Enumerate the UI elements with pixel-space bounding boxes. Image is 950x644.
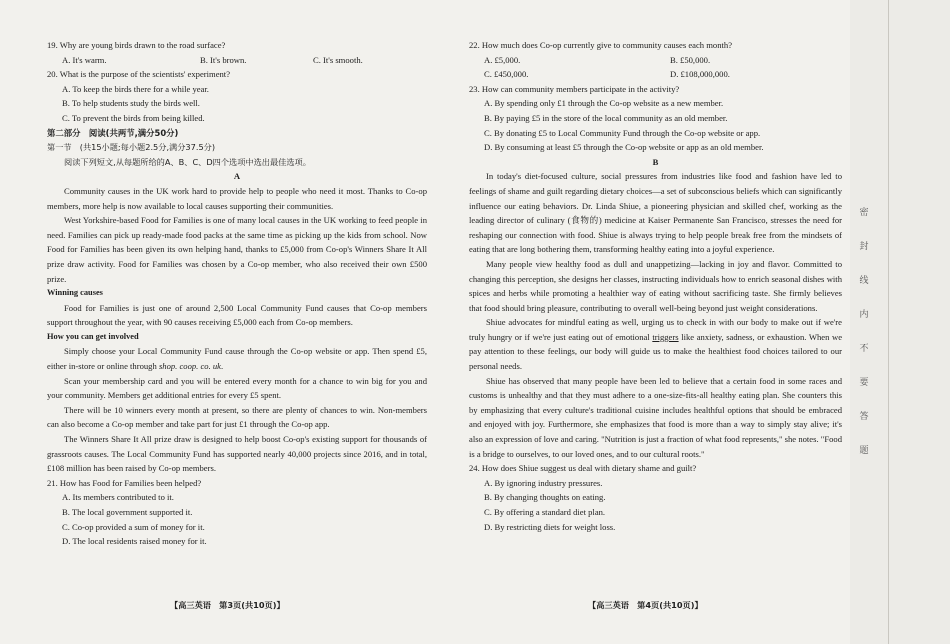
- option: D. £108,000,000.: [670, 69, 730, 80]
- option: D. By restricting diets for weight loss.: [484, 521, 616, 532]
- part-title: 第二部分 阅读(共两节,满分50分): [47, 127, 179, 138]
- instructions: 阅读下列短文,从每题所给的A、B、C、D四个选项中选出最佳选项。: [64, 156, 311, 167]
- q19-options: [47, 53, 427, 68]
- paragraph: Many people view healthy food as dull and unappetizing—lacking in joy and flavor. Committed to changing this perception, she designs her classes, instructing individuals how to enrich seasonal dishes with spices and herbs while promoting a healthier way of eating without sacrificing taste. She firmly believes that food should bring pleasure, contributing to overall well-being beyond just weight considerations.: [469, 258, 842, 313]
- paragraph: There will be 10 winners every month at present, so there are plenty of chances to win. Non-members can also become a Co-op member and take part for just £1 through the Co-op app.: [47, 404, 427, 430]
- passage-label: A: [233, 171, 241, 182]
- page-footer: 【高三英语 第3页(共10页)】: [170, 600, 285, 610]
- paragraph: In today's diet-focused culture, social pressures from industries like food and fashion have led to feelings of shame and guilt regarding dietary choices—a set of subconscious beliefs which can significantly influence our eating behaviors. Dr. Linda Shiue, a pioneering physician and skilled chef, working as the leading director of culinary (食物的) medicine at Kaiser Permanente San Francisco, stresses the need for reshaping our connection with food. Shiue is always trying to help people break free from the mindsets of eating that are long bothering them, transforming healthy eating into a joyful experience.: [469, 171, 842, 255]
- subheading: How you can get involved: [47, 331, 139, 341]
- right-page: [469, 38, 842, 534]
- text: like anxiety, sadness, or exhaustion. When we pay attention to these feelings, our body will guide us to make the healthiest food choices tailored to our personal needs.: [469, 331, 843, 372]
- paragraph: [469, 315, 842, 373]
- option: A. By ignoring industry pressures.: [484, 477, 603, 488]
- seal-char: 不: [859, 344, 869, 354]
- left-page: [47, 38, 427, 549]
- subheading: Winning causes: [47, 288, 103, 298]
- option: A. It's warm.: [62, 54, 107, 65]
- page-footer: 【高三英语 第4页(共10页)】: [588, 600, 703, 610]
- question-21: 21. How has Food for Families been helped?: [47, 477, 202, 488]
- option: B. By changing thoughts on eating.: [484, 492, 606, 503]
- paragraph: West Yorkshire-based Food for Families is one of many local causes in the UK working to feed people in need. Families can pick up ready-made food packs at the same time as picking up the kids from school. Now Food for Families has been given its own helping hand, thanks to £5,000 from Co-op's Winners Share It All prize draw activity. Food for Families was chosen by a Co-op member, who also received their own £500 prize.: [47, 215, 427, 284]
- option: A. To keep the birds there for a while year.: [62, 83, 209, 94]
- seal-char: 内: [859, 310, 869, 320]
- seal-char: 封: [859, 242, 869, 252]
- option: A. £5,000.: [484, 54, 521, 65]
- seal-char: 线: [859, 276, 869, 286]
- option: C. Co-op provided a sum of money for it.: [62, 521, 205, 532]
- binding-line: [888, 0, 889, 644]
- option: B. The local government supported it.: [62, 507, 193, 517]
- text: Simply choose your Local Community Fund cause through the Co-op website or app. Then spend £5, either in-store or online through: [47, 346, 427, 372]
- seal-line-notice: [856, 205, 872, 477]
- section-title: 第一节 (共15小题;每小题2.5分,满分37.5分): [47, 142, 216, 153]
- option: B. To help students study the birds well.: [62, 98, 200, 109]
- seal-char: 题: [859, 446, 869, 456]
- text: Shiue advocates for mindful eating as well, urging us to check in with our body to make out if we're truly hungry or if we're just eating out of emotional: [469, 317, 842, 342]
- paragraph: Scan your membership card and you will be entered every month for a chance to win big for you and your community. Members get additional entries for every £5 spent.: [47, 375, 427, 401]
- text: .: [221, 361, 224, 372]
- option: B. By paying £5 in the store of the local community as an old member.: [484, 112, 728, 123]
- question-19: 19. Why are young birds drawn to the road surface?: [47, 40, 226, 50]
- q22-options-row: [469, 67, 842, 82]
- paragraph: [47, 344, 427, 373]
- question-20: 20. What is the purpose of the scientists' experiment?: [47, 69, 231, 80]
- seal-char: 密: [859, 208, 869, 218]
- option: D. By consuming at least £5 through the Co-op website or app as an old member.: [484, 142, 764, 153]
- option: B. It's brown.: [200, 54, 247, 65]
- option: A. By spending only £1 through the Co-op website as a new member.: [484, 98, 724, 109]
- option: A. Its members contributed to it.: [62, 492, 174, 503]
- option: C. £450,000.: [484, 69, 529, 80]
- underlined-word: triggers: [652, 331, 679, 342]
- option: D. The local residents raised money for it.: [62, 536, 207, 547]
- paragraph: The Winners Share It All prize draw is designed to help boost Co-op's existing support for thousands of grassroots causes. The Local Community Fund has supported nearly 40,000 projects since 2016, and in total, £108 million has been raised by Co-op members.: [47, 434, 427, 474]
- option: C. By donating £5 to Local Community Fund through the Co-op website or app.: [484, 127, 761, 138]
- question-22: 22. How much does Co-op currently give to community causes each month?: [469, 40, 733, 50]
- option: C. By offering a standard diet plan.: [484, 507, 606, 517]
- paragraph: Community causes in the UK work hard to provide help to people who need it most. Thanks to Co-op members, more help is now available to local causes supporting their communities.: [47, 185, 427, 211]
- website: shop. coop. co. uk: [158, 361, 221, 372]
- option: B. £50,000.: [670, 54, 711, 65]
- seal-char: 答: [859, 412, 869, 422]
- question-23: 23. How can community members participate in the activity?: [469, 83, 680, 94]
- paragraph: Food for Families is just one of around 2,500 Local Community Fund causes that Co-op members support throughout the year, with 90 causes receiving £5,000 each from Co-op members.: [47, 302, 427, 328]
- paragraph: Shiue has observed that many people have been led to believe that a certain food in some races and customs is unhealthy and that they must adhere to a one-size-fits-all healthy eating plan. She counters this by emphasizing that every culture's traditional cuisine includes healthful options that should be embraced and enjoyed with joy. Furthermore, she emphasizes that food is more than a way to simply stay alive; it's also an expression of love and caring. "Nutrition is just a fraction of what food represents," she notes. "Food is a bridge to ourselves, to our loved ones, and to our cultural roots.": [469, 375, 842, 459]
- passage-label: B: [652, 156, 659, 167]
- q22-options-row: [469, 53, 842, 68]
- seal-char: 要: [859, 378, 869, 388]
- option: C. To prevent the birds from being killed.: [62, 112, 205, 123]
- question-24: 24. How does Shiue suggest us deal with dietary shame and guilt?: [469, 463, 697, 474]
- option: C. It's smooth.: [313, 54, 363, 65]
